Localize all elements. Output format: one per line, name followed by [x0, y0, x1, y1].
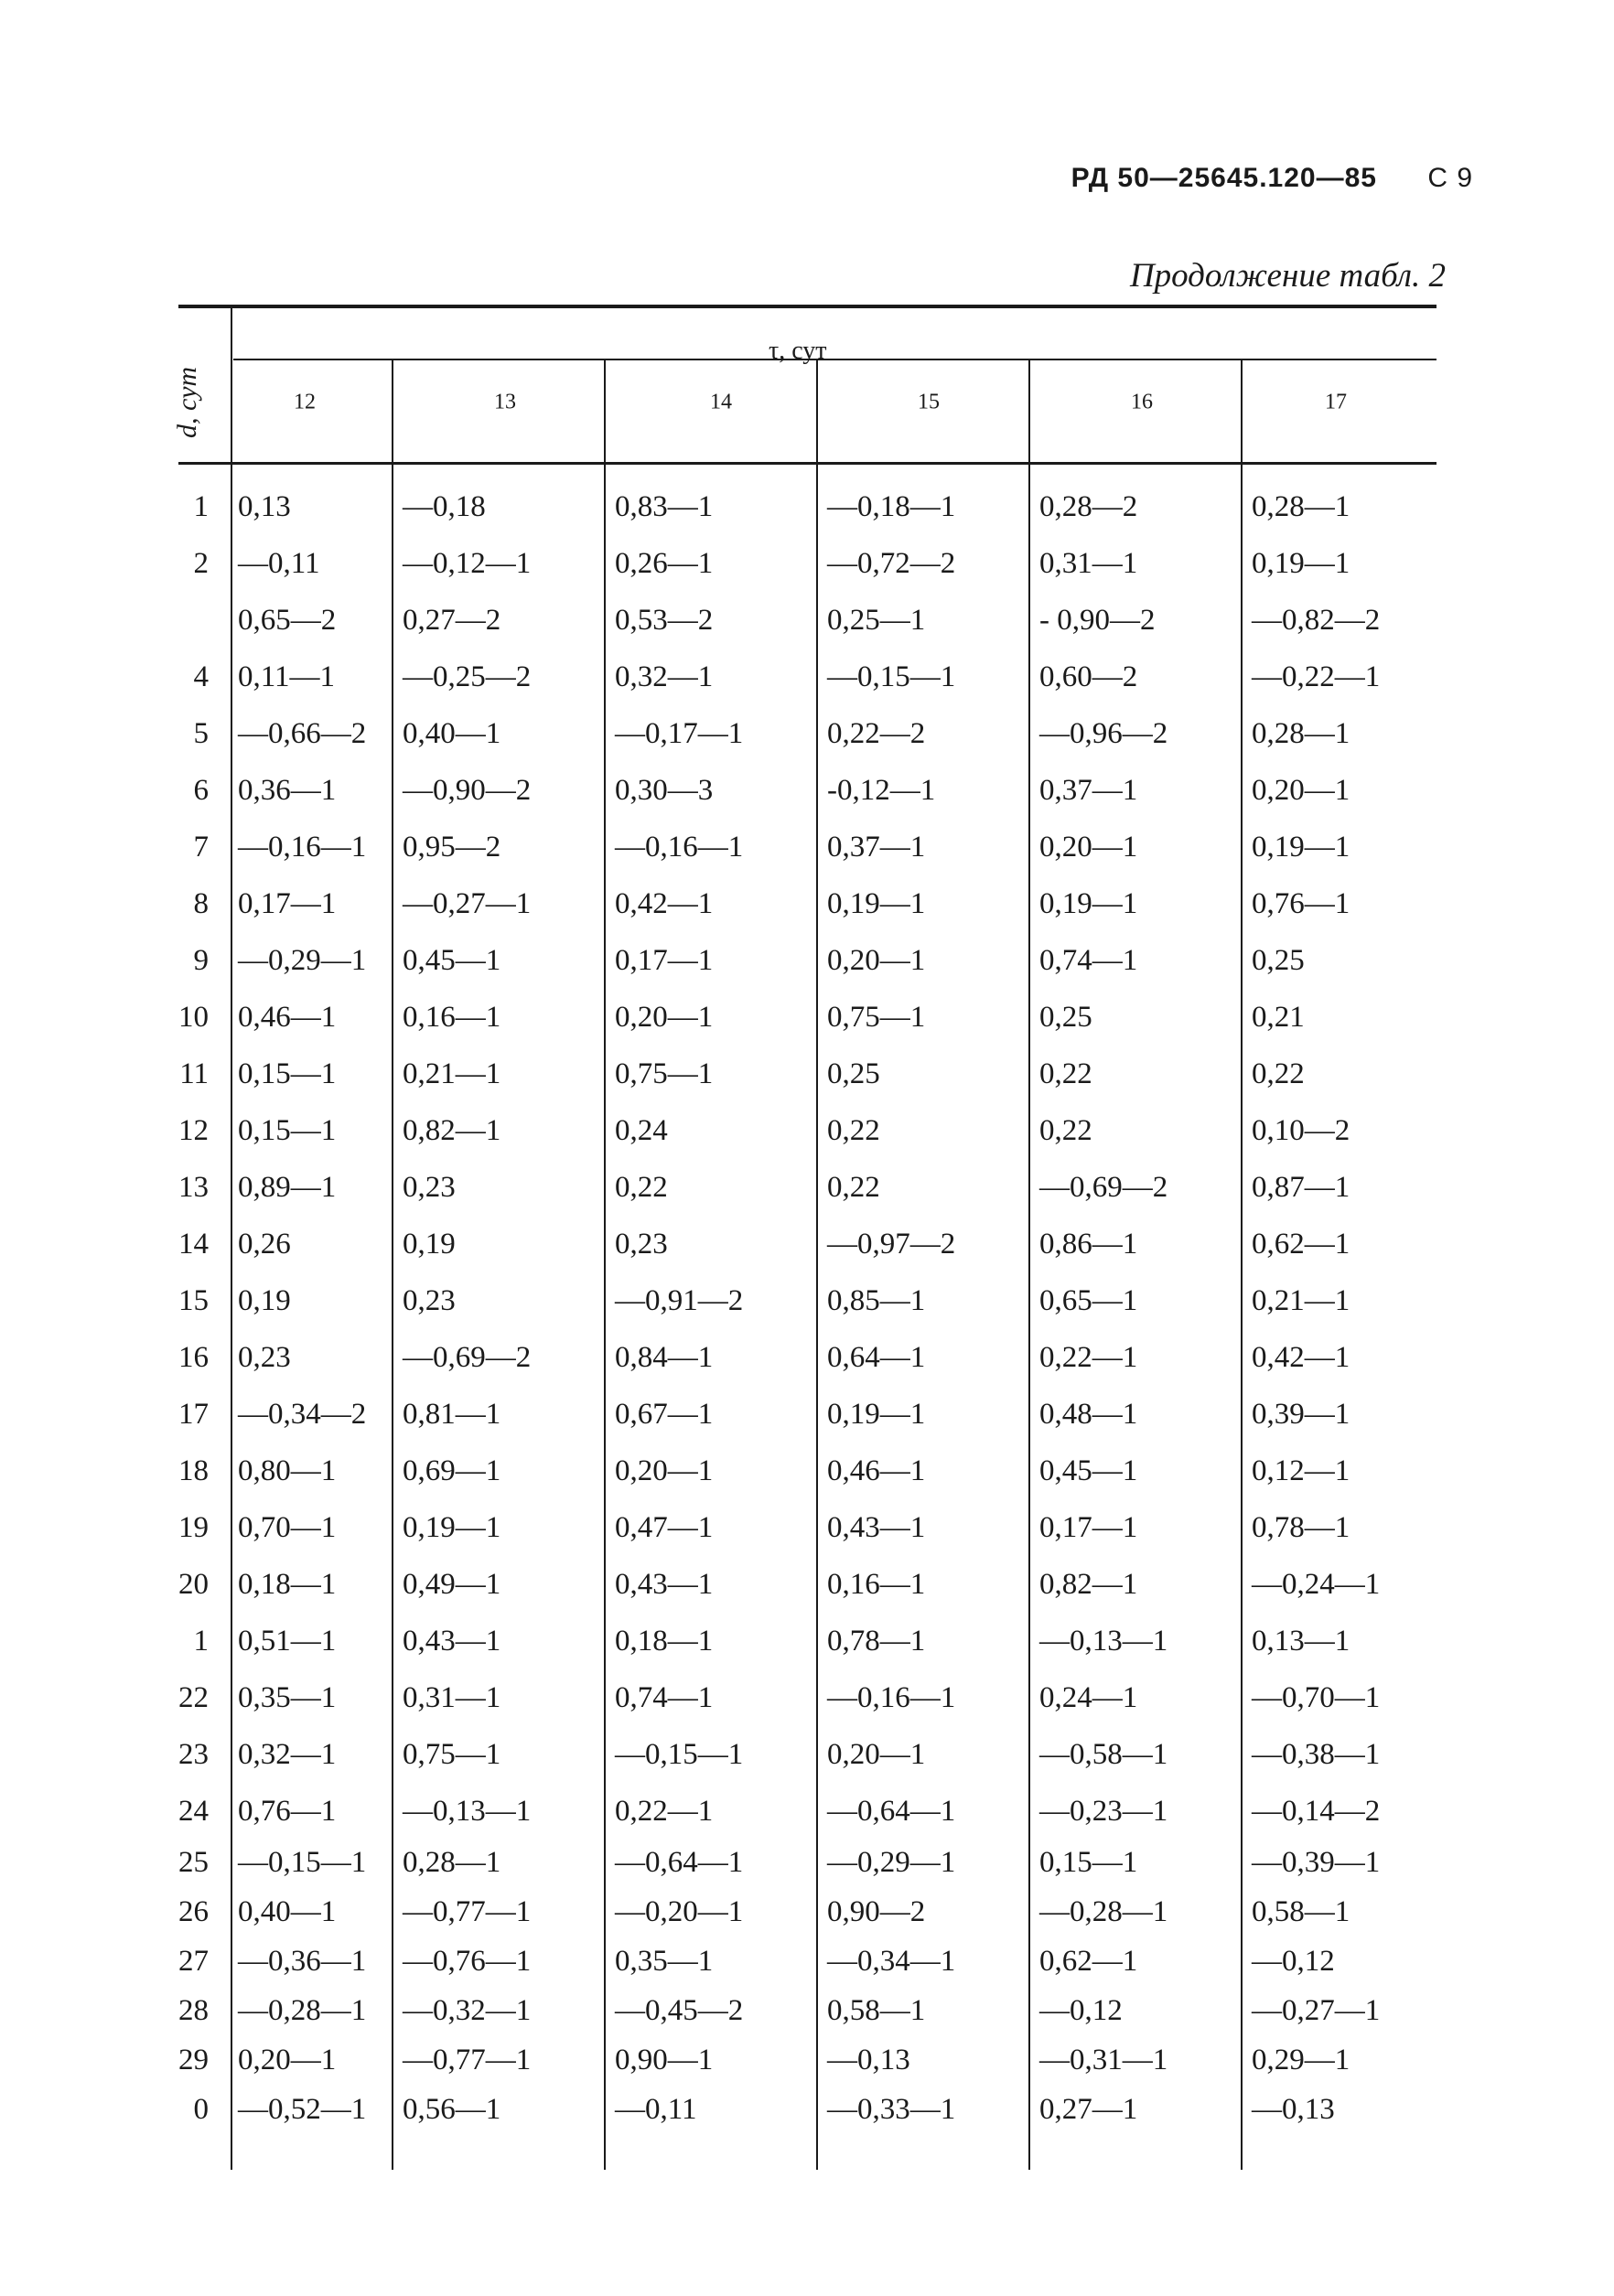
table-cell: 0,21—1 — [1252, 1284, 1350, 1317]
table-cell: 0,28—1 — [1252, 717, 1350, 750]
table-cell: —0,77—1 — [403, 2044, 532, 2076]
table-cell: 0,95—2 — [403, 831, 501, 864]
table-cell: —0,96—2 — [1039, 717, 1168, 750]
table-cell: —0,72—2 — [827, 547, 956, 580]
table-cell: 0,30—3 — [615, 774, 714, 807]
table-cell: —0,11 — [615, 2093, 697, 2126]
table-cell: 0,22 — [1039, 1114, 1092, 1147]
table-cell: 0,58—1 — [1252, 1895, 1350, 1928]
table-cell: 0,49—1 — [403, 1568, 501, 1601]
table-cell: 0,35—1 — [238, 1681, 337, 1714]
table-cell: 0,70—1 — [238, 1511, 337, 1544]
table-cell: —0,18—1 — [827, 490, 956, 523]
span-header: τ, сут — [769, 337, 827, 365]
table-cell: 0,19—1 — [1252, 547, 1350, 580]
table-cell: 0,23 — [403, 1284, 456, 1317]
column-header: 13 — [494, 390, 516, 414]
table-cell: 0,19—1 — [403, 1511, 501, 1544]
table-cell: 0,28—2 — [1039, 490, 1138, 523]
table-cell: —0,28—1 — [238, 1994, 367, 2027]
table-cell: —0,91—2 — [615, 1284, 744, 1317]
table-cell: 0,53—2 — [615, 604, 714, 637]
table-cell: 0,56—1 — [403, 2093, 501, 2126]
table-cell: —0,13—1 — [403, 1795, 532, 1828]
table-cell: 0,24 — [615, 1114, 668, 1147]
table-cell: 0,13 — [238, 490, 291, 523]
row-label: 26 — [178, 1895, 209, 1928]
row-label: 10 — [178, 1001, 209, 1034]
table-cell: 0,87—1 — [1252, 1171, 1350, 1204]
table-cell: 0,69—1 — [403, 1454, 501, 1487]
row-label: 0 — [193, 2093, 209, 2126]
row-label: 5 — [193, 717, 209, 750]
table-cell: —0,52—1 — [238, 2093, 367, 2126]
table-cell: —0,18 — [403, 490, 486, 523]
row-label: 29 — [178, 2044, 209, 2076]
table-cell: 0,21—1 — [403, 1057, 501, 1090]
table-cell: 0,37—1 — [827, 831, 926, 864]
table-caption: Продолжение табл. 2 — [1129, 257, 1446, 295]
table-cell: 0,43—1 — [827, 1511, 926, 1544]
table-cell: 0,17—1 — [238, 887, 337, 920]
table-cell: 0,22—2 — [827, 717, 926, 750]
row-label: 1 — [193, 1625, 209, 1658]
row-label: 15 — [178, 1284, 209, 1317]
table-cell: 0,75—1 — [403, 1738, 501, 1771]
column-header: 17 — [1325, 390, 1347, 414]
table-cell: 0,22 — [1039, 1057, 1092, 1090]
table-cell: 0,17—1 — [615, 944, 714, 977]
table-cell: 0,90—2 — [827, 1895, 926, 1928]
row-label: 9 — [193, 944, 209, 977]
table-cell: 0,42—1 — [1252, 1341, 1350, 1374]
table-cell: 0,26—1 — [615, 547, 714, 580]
table-cell: 0,17—1 — [1039, 1511, 1138, 1544]
table-cell: —0,90—2 — [403, 774, 532, 807]
table-cell: 0,76—1 — [238, 1795, 337, 1828]
table-cell: 0,12—1 — [1252, 1454, 1350, 1487]
table-cell: 0,82—1 — [403, 1114, 501, 1147]
table-cell: 0,80—1 — [238, 1454, 337, 1487]
table-cell: 0,85—1 — [827, 1284, 926, 1317]
table-cell: 0,13—1 — [1252, 1625, 1350, 1658]
row-label: 8 — [193, 887, 209, 920]
table-cell: 0,23 — [238, 1341, 291, 1374]
column-divider — [1028, 359, 1030, 2170]
table-cell: —0,38—1 — [1252, 1738, 1381, 1771]
stub-header: d, сут — [172, 366, 202, 439]
table-cell: 0,25 — [827, 1057, 880, 1090]
column-header: 16 — [1131, 390, 1153, 414]
table-cell: —0,16—1 — [615, 831, 744, 864]
table-cell: —0,82—2 — [1252, 604, 1381, 637]
table-cell: 0,27—1 — [1039, 2093, 1138, 2126]
table-cell: —0,12 — [1252, 1945, 1335, 1978]
table-cell: 0,86—1 — [1039, 1228, 1138, 1261]
table-cell: 0,58—1 — [827, 1994, 926, 2027]
table-cell: 0,23 — [403, 1171, 456, 1204]
table-cell: —0,33—1 — [827, 2093, 956, 2126]
table-cell: 0,74—1 — [1039, 944, 1138, 977]
table-cell: 0,20—1 — [615, 1454, 714, 1487]
table-cell: —0,13—1 — [1039, 1625, 1168, 1658]
table-cell: 0,29—1 — [1252, 2044, 1350, 2076]
table-cell: 0,83—1 — [615, 490, 714, 523]
table-cell: 0,18—1 — [238, 1568, 337, 1601]
table-cell: 0,46—1 — [238, 1001, 337, 1034]
stub-divider — [231, 308, 232, 2170]
table-cell: —0,69—2 — [403, 1341, 532, 1374]
table-cell: 0,78—1 — [1252, 1511, 1350, 1544]
table-cell: 0,45—1 — [403, 944, 501, 977]
span-header-rule — [233, 359, 1436, 360]
table-cell: —0,12 — [1039, 1994, 1123, 2027]
table-cell: 0,19—1 — [1252, 831, 1350, 864]
row-label: 28 — [178, 1994, 209, 2027]
table-cell: —0,23—1 — [1039, 1795, 1168, 1828]
table-cell: 0,22 — [827, 1171, 880, 1204]
table-cell: 0,15—1 — [238, 1114, 337, 1147]
table-cell: —0,32—1 — [403, 1994, 532, 2027]
table-cell: 0,22 — [827, 1114, 880, 1147]
table-cell: —0,29—1 — [238, 944, 367, 977]
table-cell: —0,17—1 — [615, 717, 744, 750]
table-cell: 0,78—1 — [827, 1625, 926, 1658]
row-label: 11 — [179, 1057, 209, 1090]
table-cell: 0,25 — [1039, 1001, 1092, 1034]
table-cell: 0,15—1 — [238, 1057, 337, 1090]
table-cell: 0,20—1 — [1252, 774, 1350, 807]
table-cell: 0,21 — [1252, 1001, 1305, 1034]
column-header: 15 — [918, 390, 940, 414]
table-cell: 0,40—1 — [238, 1895, 337, 1928]
table-cell: —0,64—1 — [615, 1846, 744, 1879]
row-label: 1 — [193, 490, 209, 523]
table-cell: 0,20—1 — [827, 1738, 926, 1771]
table-cell: 0,45—1 — [1039, 1454, 1138, 1487]
table-cell: 0,26 — [238, 1228, 291, 1261]
page-header — [961, 163, 1473, 194]
table-cell: 0,16—1 — [827, 1568, 926, 1601]
table-cell: 0,74—1 — [615, 1681, 714, 1714]
table-cell: —0,36—1 — [238, 1945, 367, 1978]
table-cell: 0,31—1 — [1039, 547, 1138, 580]
table-cell: —0,15—1 — [615, 1738, 744, 1771]
table-cell: 0,90—1 — [615, 2044, 714, 2076]
row-label: 14 — [178, 1228, 209, 1261]
table-cell: 0,20—1 — [827, 944, 926, 977]
column-divider — [816, 359, 818, 2170]
row-label: 4 — [193, 660, 209, 693]
row-label: 6 — [193, 774, 209, 807]
table-cell: —0,76—1 — [403, 1945, 532, 1978]
table-cell: —0,29—1 — [827, 1846, 956, 1879]
table-cell: —0,70—1 — [1252, 1681, 1381, 1714]
table-cell: 0,19 — [238, 1284, 291, 1317]
table-cell: 0,25—1 — [827, 604, 926, 637]
table-cell: —0,14—2 — [1252, 1795, 1381, 1828]
table-cell: —0,34—1 — [827, 1945, 956, 1978]
table-cell: —0,28—1 — [1039, 1895, 1168, 1928]
table-cell: 0,25 — [1252, 944, 1305, 977]
row-label: 24 — [178, 1795, 209, 1828]
table-cell: 0,43—1 — [615, 1568, 714, 1601]
column-header: 12 — [294, 390, 316, 414]
row-label: 13 — [178, 1171, 209, 1204]
table-cell: —0,24—1 — [1252, 1568, 1381, 1601]
row-label: 16 — [178, 1341, 209, 1374]
table-cell: 0,10—2 — [1252, 1114, 1350, 1147]
table-cell: 0,89—1 — [238, 1171, 337, 1204]
table-cell: 0,81—1 — [403, 1398, 501, 1431]
table-cell: —0,16—1 — [238, 831, 367, 864]
row-label: 23 — [178, 1738, 209, 1771]
table-cell: 0,65—1 — [1039, 1284, 1138, 1317]
row-label: 2 — [193, 547, 209, 580]
table-cell: 0,47—1 — [615, 1511, 714, 1544]
table-cell: 0,76—1 — [1252, 887, 1350, 920]
table-cell: —0,64—1 — [827, 1795, 956, 1828]
table-cell: 0,28—1 — [403, 1846, 501, 1879]
table-cell: —0,13 — [1252, 2093, 1335, 2126]
table-cell: 0,18—1 — [615, 1625, 714, 1658]
table-cell: 0,22—1 — [615, 1795, 714, 1828]
table-cell: 0,43—1 — [403, 1625, 501, 1658]
column-divider — [604, 359, 606, 2170]
table-cell: —0,11 — [238, 547, 320, 580]
table-cell: —0,97—2 — [827, 1228, 956, 1261]
table-cell: —0,77—1 — [403, 1895, 532, 1928]
row-label: 12 — [178, 1114, 209, 1147]
table-cell: 0,32—1 — [238, 1738, 337, 1771]
row-label: 25 — [178, 1846, 209, 1879]
table-cell: 0,42—1 — [615, 887, 714, 920]
table-cell: - 0,90—2 — [1039, 604, 1156, 637]
document-code: РД 50—25645.120—85 — [1071, 163, 1377, 193]
table-cell: 0,36—1 — [238, 774, 337, 807]
table-cell: 0,20—1 — [1039, 831, 1138, 864]
table-cell: —0,31—1 — [1039, 2044, 1168, 2076]
table-cell: 0,32—1 — [615, 660, 714, 693]
table-cell: 0,20—1 — [238, 2044, 337, 2076]
table-cell: 0,84—1 — [615, 1341, 714, 1374]
row-label: 20 — [178, 1568, 209, 1601]
table-cell: 0,11—1 — [238, 660, 336, 693]
table-cell: —0,16—1 — [827, 1681, 956, 1714]
table-cell: 0,19 — [403, 1228, 456, 1261]
table-cell: 0,31—1 — [403, 1681, 501, 1714]
table-cell: —0,66—2 — [238, 717, 367, 750]
table-cell: 0,62—1 — [1039, 1945, 1138, 1978]
table-cell: —0,15—1 — [238, 1846, 367, 1879]
table-cell: 0,28—1 — [1252, 490, 1350, 523]
table-cell: 0,20—1 — [615, 1001, 714, 1034]
table-cell: 0,37—1 — [1039, 774, 1138, 807]
table-cell: 0,23 — [615, 1228, 668, 1261]
table-cell: 0,64—1 — [827, 1341, 926, 1374]
table-cell: —0,34—2 — [238, 1398, 367, 1431]
table-top-rule — [178, 305, 1436, 308]
table-cell: 0,22 — [1252, 1057, 1305, 1090]
header-bottom-rule — [178, 462, 1436, 465]
column-header: 14 — [710, 390, 732, 414]
column-divider — [1241, 359, 1243, 2170]
table-cell: 0,35—1 — [615, 1945, 714, 1978]
row-label: 22 — [178, 1681, 209, 1714]
row-label: 18 — [178, 1454, 209, 1487]
table-cell: 0,16—1 — [403, 1001, 501, 1034]
table-cell: -0,12—1 — [827, 774, 936, 807]
row-label: 7 — [193, 831, 209, 864]
table-cell: 0,22—1 — [1039, 1341, 1138, 1374]
table-cell: —0,13 — [827, 2044, 910, 2076]
table-cell: 0,60—2 — [1039, 660, 1138, 693]
table-cell: 0,15—1 — [1039, 1846, 1138, 1879]
column-divider — [392, 359, 393, 2170]
table-cell: 0,19—1 — [827, 887, 926, 920]
table-cell: 0,27—2 — [403, 604, 501, 637]
table-cell: 0,19—1 — [1039, 887, 1138, 920]
row-label: 27 — [178, 1945, 209, 1978]
table-cell: —0,45—2 — [615, 1994, 744, 2027]
table-cell: 0,51—1 — [238, 1625, 337, 1658]
table-cell: 0,24—1 — [1039, 1681, 1138, 1714]
table-cell: —0,69—2 — [1039, 1171, 1168, 1204]
table-cell: —0,22—1 — [1252, 660, 1381, 693]
table-cell: 0,75—1 — [615, 1057, 714, 1090]
table-cell: —0,27—1 — [1252, 1994, 1381, 2027]
table-cell: 0,39—1 — [1252, 1398, 1350, 1431]
table-cell: 0,62—1 — [1252, 1228, 1350, 1261]
table-cell: 0,75—1 — [827, 1001, 926, 1034]
table-cell: —0,27—1 — [403, 887, 532, 920]
table-cell: 0,67—1 — [615, 1398, 714, 1431]
table-cell: 0,22 — [615, 1171, 668, 1204]
table-cell: 0,82—1 — [1039, 1568, 1138, 1601]
table-cell: 0,19—1 — [827, 1398, 926, 1431]
table-cell: —0,58—1 — [1039, 1738, 1168, 1771]
table-cell: 0,40—1 — [403, 717, 501, 750]
table-cell: 0,46—1 — [827, 1454, 926, 1487]
row-label: 19 — [178, 1511, 209, 1544]
row-label: 17 — [178, 1398, 209, 1431]
page-number: С 9 — [1427, 163, 1473, 193]
table-cell: —0,12—1 — [403, 547, 532, 580]
table-cell: —0,25—2 — [403, 660, 532, 693]
table-cell: —0,15—1 — [827, 660, 956, 693]
table-cell: —0,20—1 — [615, 1895, 744, 1928]
table-cell: 0,65—2 — [238, 604, 337, 637]
table-cell: —0,39—1 — [1252, 1846, 1381, 1879]
table-cell: 0,48—1 — [1039, 1398, 1138, 1431]
